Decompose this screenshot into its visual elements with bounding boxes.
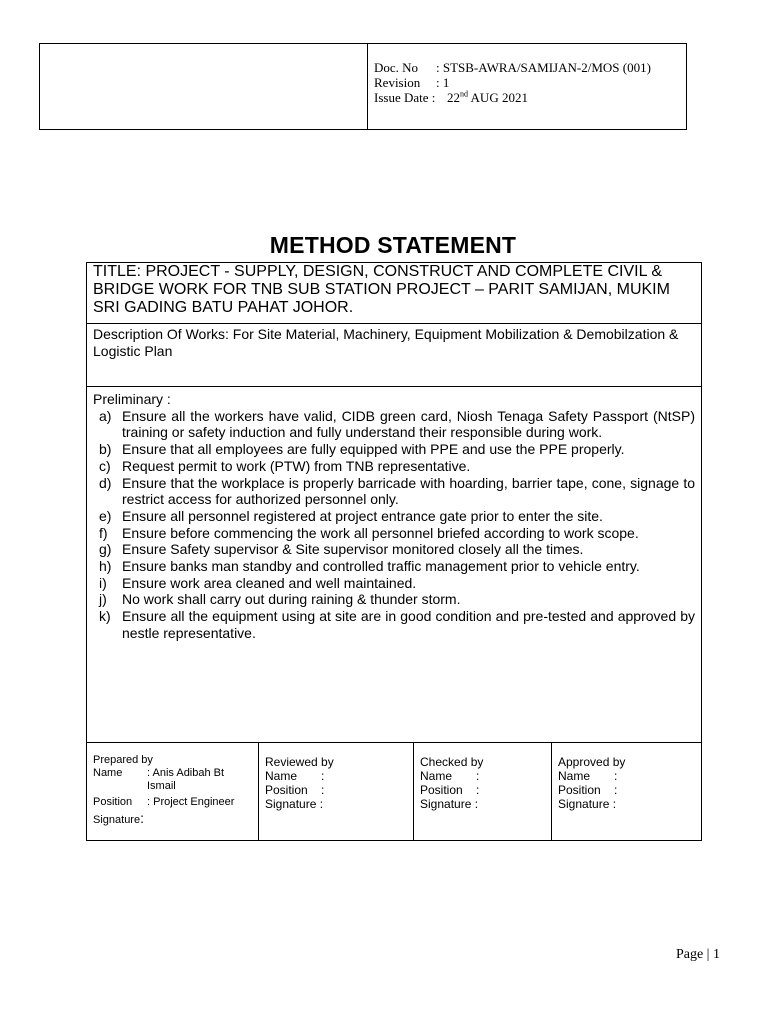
checked-position-row bbox=[420, 783, 545, 797]
prepared-name-label: Name bbox=[93, 767, 123, 779]
preliminary-item-letter: j) bbox=[99, 591, 107, 608]
approved-by-heading: Approved by bbox=[558, 755, 626, 769]
project-title: TITLE: PROJECT - SUPPLY, DESIGN, CONSTRUCT AND COMPLETE CIVIL & BRIDGE WORK FOR TNB SUB STATION PROJECT – PARIT SAMIJAN, MUKIM SRI GADING BATU PAHAT JOHOR. bbox=[87, 263, 701, 324]
doc-no-label: Doc. No bbox=[374, 60, 419, 75]
document-control-info bbox=[368, 44, 686, 129]
preliminary-item bbox=[93, 441, 695, 458]
preliminary-item bbox=[93, 591, 695, 608]
revision-row bbox=[374, 75, 686, 90]
preliminary-item-text: Request permit to work (PTW) from TNB representative. bbox=[122, 457, 471, 474]
preliminary-item bbox=[93, 408, 695, 441]
issue-date-value bbox=[447, 90, 528, 105]
preliminary-item-text: Ensure all the workers have valid, CIDB green card, Niosh Tenaga Safety Passport (NtSP) training or safety induction and fully understand their responsible during work. bbox=[122, 407, 695, 441]
checked-signature-label: Signature : bbox=[420, 797, 479, 811]
prepared-by-cell bbox=[87, 743, 258, 840]
reviewed-signature-label: Signature : bbox=[265, 797, 324, 811]
description-of-works: Description Of Works: For Site Material, Machinery, Equipment Mobilization & Demobilzation & Logistic Plan bbox=[87, 324, 701, 387]
approved-position-value: : bbox=[614, 783, 618, 797]
checked-by-cell bbox=[413, 743, 551, 840]
issue-date-rest: AUG 2021 bbox=[470, 90, 528, 105]
preliminary-item bbox=[93, 475, 695, 508]
reviewed-name-row bbox=[265, 769, 407, 783]
preliminary-item-text: Ensure work area cleaned and well maintained. bbox=[122, 574, 417, 591]
preliminary-item bbox=[93, 575, 695, 592]
preliminary-item-text: Ensure banks man standby and controlled traffic management prior to vehicle entry. bbox=[122, 558, 640, 575]
preliminary-heading: Preliminary : bbox=[93, 391, 171, 407]
revision-label: Revision bbox=[374, 75, 421, 90]
prepared-position-label: Position bbox=[93, 796, 133, 808]
approved-name-value: : bbox=[614, 769, 618, 783]
issue-date-day: 22 bbox=[447, 90, 460, 105]
reviewed-position-label: Position bbox=[265, 783, 308, 797]
preliminary-item-text: Ensure all personnel registered at project entrance gate prior to enter the site. bbox=[122, 507, 603, 524]
reviewed-name-label: Name bbox=[265, 769, 298, 783]
reviewed-by-cell bbox=[258, 743, 413, 840]
preliminary-item-letter: c) bbox=[99, 457, 111, 474]
prepared-signature-value: : bbox=[140, 810, 144, 826]
preliminary-item-text: Ensure that all employees are fully equipped with PPE and use the PPE properly. bbox=[122, 441, 625, 458]
prepared-signature-label: Signature bbox=[93, 814, 141, 826]
preliminary-item-letter: g) bbox=[99, 541, 112, 558]
preliminary-item bbox=[93, 541, 695, 558]
prepared-name-value: : Anis Adibah Bt Ismail bbox=[147, 767, 225, 792]
preliminary-item-letter: k) bbox=[99, 608, 111, 625]
preliminary-section bbox=[87, 387, 701, 743]
approved-name-label: Name bbox=[558, 769, 591, 783]
doc-no-value: : STSB-AWRA/SAMIJAN-2/MOS (001) bbox=[436, 60, 651, 75]
reviewed-position-row bbox=[265, 783, 407, 797]
prepared-position-row bbox=[93, 796, 252, 809]
issue-date-suffix: nd bbox=[460, 89, 468, 99]
reviewed-name-value: : bbox=[321, 769, 325, 783]
approved-by-cell bbox=[551, 743, 701, 840]
preliminary-item-letter: i) bbox=[99, 574, 107, 591]
reviewed-by-heading: Reviewed by bbox=[265, 755, 334, 769]
doc-no-row bbox=[374, 60, 686, 75]
page-title: METHOD STATEMENT bbox=[269, 232, 517, 258]
prepared-name-row bbox=[93, 767, 252, 793]
method-statement-table bbox=[86, 262, 702, 841]
revision-value: : 1 bbox=[436, 75, 450, 90]
approved-name-row bbox=[558, 769, 695, 783]
approved-position-row bbox=[558, 783, 695, 797]
preliminary-item-letter: d) bbox=[99, 474, 112, 491]
preliminary-list bbox=[93, 408, 695, 642]
preliminary-item-text: No work shall carry out during raining & thunder storm. bbox=[122, 591, 461, 608]
issue-date-row bbox=[374, 90, 686, 105]
preliminary-item bbox=[93, 508, 695, 525]
preliminary-item-text: Ensure before commencing the work all personnel briefed according to work scope. bbox=[122, 524, 639, 541]
preliminary-item-text: Ensure that the workplace is properly barricade with hoarding, barrier tape, cone, signage to restrict access for authorized personnel only. bbox=[122, 474, 695, 508]
preliminary-item-letter: h) bbox=[99, 558, 112, 575]
prepared-signature-row bbox=[93, 812, 252, 827]
checked-name-row bbox=[420, 769, 545, 783]
checked-name-value: : bbox=[476, 769, 480, 783]
preliminary-item-text: Ensure all the equipment using at site are in good condition and pre-tested and approved by nestle representative. bbox=[122, 608, 695, 641]
approved-signature-label: Signature : bbox=[558, 797, 617, 811]
page-number: Page | 1 bbox=[675, 947, 720, 962]
checked-by-heading: Checked by bbox=[420, 755, 484, 769]
preliminary-item bbox=[93, 525, 695, 542]
prepared-position-value: : Project Engineer bbox=[147, 796, 235, 808]
header-logo-cell bbox=[40, 44, 368, 129]
checked-name-label: Name bbox=[420, 769, 453, 783]
preliminary-item-text: Ensure Safety supervisor & Site supervisor monitored closely all the times. bbox=[122, 541, 584, 558]
checked-position-label: Position bbox=[420, 783, 463, 797]
document-header-box bbox=[39, 43, 687, 130]
preliminary-item bbox=[93, 558, 695, 575]
preliminary-item-letter: b) bbox=[99, 441, 112, 458]
prepared-by-heading: Prepared by bbox=[93, 754, 153, 766]
approved-position-label: Position bbox=[558, 783, 601, 797]
preliminary-item-letter: a) bbox=[99, 407, 112, 424]
preliminary-item-letter: e) bbox=[99, 507, 112, 524]
preliminary-item bbox=[93, 458, 695, 475]
signoff-row bbox=[87, 743, 701, 840]
preliminary-item bbox=[93, 608, 695, 641]
preliminary-item-letter: f) bbox=[99, 524, 108, 541]
issue-date-label: Issue Date : bbox=[374, 90, 436, 105]
checked-position-value: : bbox=[476, 783, 480, 797]
reviewed-position-value: : bbox=[321, 783, 325, 797]
